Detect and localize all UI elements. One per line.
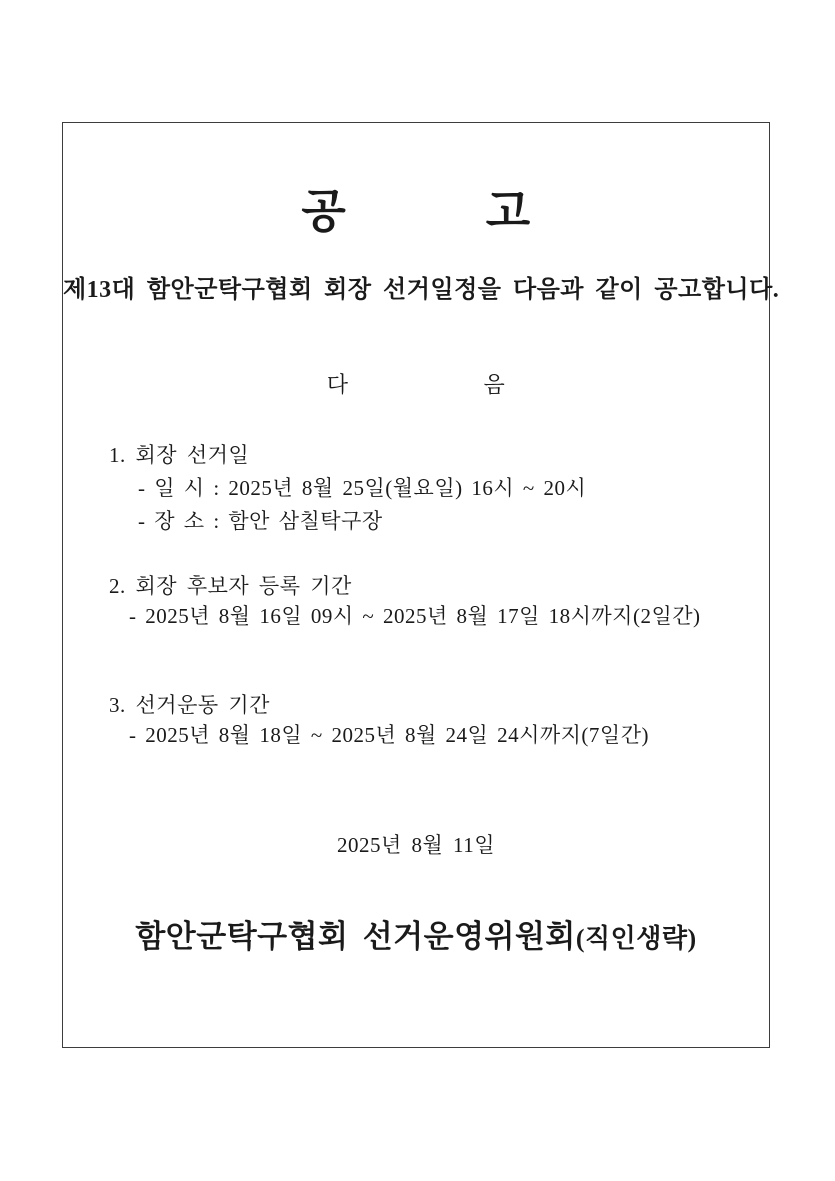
issuer-name: 함안군탁구협회 선거운영위원회 [135, 919, 576, 954]
issuer-line [63, 911, 769, 956]
document-border [62, 122, 780, 1048]
section-1-line-datetime: - 일 시 : 2025년 8월 25일(월요일) 16시 ~ 20시 [138, 476, 587, 500]
intro-text: 제13대 함안군탁구협회 회장 선거일정을 다음과 같이 공고합니다. [63, 277, 780, 303]
seal-note: (직인생략) [575, 924, 697, 953]
section-3-line-period: - 2025년 8월 18일 ~ 2025년 8월 24일 24시까지(7일간) [129, 723, 649, 747]
section-2-heading: 2. 회장 후보자 등록 기간 [109, 574, 352, 598]
section-3-heading: 3. 선거운동 기간 [109, 693, 270, 717]
section-1-heading: 1. 회장 선거일 [109, 443, 250, 467]
section-2-line-period: - 2025년 8월 16일 09시 ~ 2025년 8월 17일 18시까지(2일간) [129, 604, 701, 628]
section-1-line-venue: - 장 소 : 함안 삼칠탁구장 [138, 509, 383, 533]
daum-divider: 다 음 [326, 372, 506, 397]
document-title: 공 고 [301, 186, 531, 237]
issue-date: 2025년 8월 11일 [336, 833, 496, 857]
